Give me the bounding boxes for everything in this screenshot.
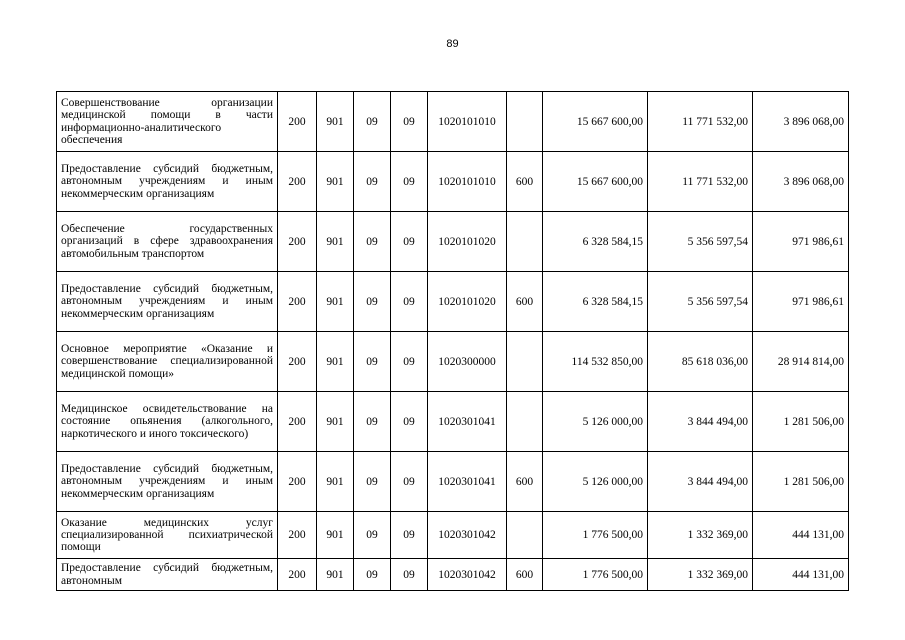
cell-code: 200: [278, 272, 317, 332]
cell-section: 09: [354, 152, 391, 212]
row-description: Совершенствование организации медицинской помощи в части информационно-аналитического обеспечения: [57, 92, 278, 152]
cell-amount-2: 1 332 369,00: [648, 512, 753, 559]
row-description: Обеспечение государственных организаций в сфере здравоохранения автомобильным транспортом: [57, 212, 278, 272]
row-description: Основное мероприятие «Оказание и совершенствование специализированной медицинской помощи»: [57, 332, 278, 392]
cell-subsection: 09: [391, 332, 428, 392]
cell-amount-1: 6 328 584,15: [543, 212, 648, 272]
cell-amount-2: 85 618 036,00: [648, 332, 753, 392]
cell-target: 1020301042: [428, 512, 507, 559]
table-row: [57, 152, 849, 212]
cell-amount-3: 3 896 068,00: [753, 152, 849, 212]
cell-ministry: 901: [317, 212, 354, 272]
budget-table: [56, 91, 849, 591]
cell-type: 600: [507, 272, 543, 332]
cell-target: 1020101010: [428, 152, 507, 212]
row-description: Предоставление субсидий бюджетным, автономным учреждениям и иным некоммерческим организациям: [57, 272, 278, 332]
cell-amount-1: 5 126 000,00: [543, 452, 648, 512]
cell-ministry: 901: [317, 332, 354, 392]
cell-amount-3: 971 986,61: [753, 272, 849, 332]
table-body: [57, 92, 849, 591]
cell-subsection: 09: [391, 512, 428, 559]
cell-target: 1020300000: [428, 332, 507, 392]
table-row: [57, 512, 849, 559]
cell-code: 200: [278, 152, 317, 212]
cell-section: 09: [354, 512, 391, 559]
cell-type: 600: [507, 559, 543, 591]
cell-target: 1020301041: [428, 452, 507, 512]
cell-amount-1: 1 776 500,00: [543, 512, 648, 559]
cell-section: 09: [354, 392, 391, 452]
cell-section: 09: [354, 212, 391, 272]
table-row: [57, 559, 849, 591]
cell-amount-1: 1 776 500,00: [543, 559, 648, 591]
cell-amount-3: 1 281 506,00: [753, 392, 849, 452]
cell-amount-1: 114 532 850,00: [543, 332, 648, 392]
cell-section: 09: [354, 452, 391, 512]
cell-target: 1020301041: [428, 392, 507, 452]
cell-amount-3: 971 986,61: [753, 212, 849, 272]
cell-section: 09: [354, 92, 391, 152]
cell-subsection: 09: [391, 392, 428, 452]
cell-section: 09: [354, 559, 391, 591]
cell-type: [507, 392, 543, 452]
cell-amount-2: 5 356 597,54: [648, 272, 753, 332]
cell-amount-3: 3 896 068,00: [753, 92, 849, 152]
cell-type: [507, 512, 543, 559]
cell-ministry: 901: [317, 559, 354, 591]
cell-amount-1: 6 328 584,15: [543, 272, 648, 332]
row-description: Медицинское освидетельствование на состояние опьянения (алкогольного, наркотического и иного токсического): [57, 392, 278, 452]
cell-ministry: 901: [317, 392, 354, 452]
cell-subsection: 09: [391, 92, 428, 152]
cell-amount-3: 444 131,00: [753, 559, 849, 591]
cell-type: 600: [507, 452, 543, 512]
cell-subsection: 09: [391, 559, 428, 591]
cell-amount-2: 11 771 532,00: [648, 92, 753, 152]
cell-ministry: 901: [317, 272, 354, 332]
table-row: [57, 332, 849, 392]
cell-subsection: 09: [391, 272, 428, 332]
cell-code: 200: [278, 512, 317, 559]
cell-code: 200: [278, 452, 317, 512]
cell-ministry: 901: [317, 92, 354, 152]
cell-code: 200: [278, 392, 317, 452]
cell-subsection: 09: [391, 212, 428, 272]
cell-ministry: 901: [317, 152, 354, 212]
cell-code: 200: [278, 559, 317, 591]
cell-amount-3: 444 131,00: [753, 512, 849, 559]
cell-subsection: 09: [391, 452, 428, 512]
cell-section: 09: [354, 332, 391, 392]
cell-code: 200: [278, 92, 317, 152]
row-description: Предоставление субсидий бюджетным, автономным учреждениям и иным некоммерческим организациям: [57, 152, 278, 212]
cell-amount-2: 5 356 597,54: [648, 212, 753, 272]
cell-amount-1: 5 126 000,00: [543, 392, 648, 452]
table-row: [57, 272, 849, 332]
row-description: Оказание медицинских услуг специализированной психиатрической помощи: [57, 512, 278, 559]
cell-amount-3: 28 914 814,00: [753, 332, 849, 392]
cell-code: 200: [278, 212, 317, 272]
cell-target: 1020101020: [428, 272, 507, 332]
table-row: [57, 92, 849, 152]
cell-section: 09: [354, 272, 391, 332]
row-description: Предоставление субсидий бюджетным, автономным учреждениям и иным некоммерческим организациям: [57, 452, 278, 512]
table-row: [57, 212, 849, 272]
page-number: 89: [446, 38, 459, 50]
cell-ministry: 901: [317, 452, 354, 512]
cell-amount-3: 1 281 506,00: [753, 452, 849, 512]
table-row: [57, 452, 849, 512]
row-description: Предоставление субсидий бюджетным, автономным: [57, 559, 278, 591]
cell-ministry: 901: [317, 512, 354, 559]
cell-code: 200: [278, 332, 317, 392]
cell-amount-2: 11 771 532,00: [648, 152, 753, 212]
cell-type: [507, 332, 543, 392]
cell-type: 600: [507, 152, 543, 212]
cell-type: [507, 212, 543, 272]
cell-target: 1020101020: [428, 212, 507, 272]
cell-subsection: 09: [391, 152, 428, 212]
table-row: [57, 392, 849, 452]
cell-amount-1: 15 667 600,00: [543, 92, 648, 152]
cell-amount-2: 1 332 369,00: [648, 559, 753, 591]
cell-amount-2: 3 844 494,00: [648, 452, 753, 512]
cell-target: 1020101010: [428, 92, 507, 152]
cell-target: 1020301042: [428, 559, 507, 591]
cell-amount-2: 3 844 494,00: [648, 392, 753, 452]
cell-type: [507, 92, 543, 152]
cell-amount-1: 15 667 600,00: [543, 152, 648, 212]
